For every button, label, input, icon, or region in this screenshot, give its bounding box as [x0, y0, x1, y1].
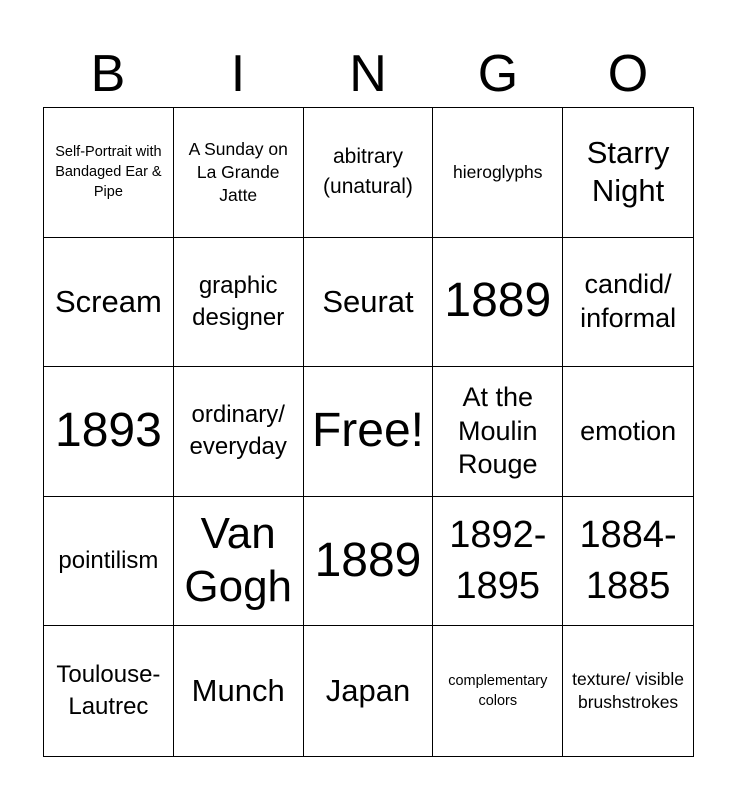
header-letter-i: I	[230, 45, 246, 103]
header-letter-g: G	[477, 45, 519, 103]
cell-text: 1893	[55, 404, 162, 458]
bingo-cell[interactable]	[304, 108, 434, 238]
bingo-cell[interactable]	[433, 626, 563, 756]
cell-text: At the Moulin Rouge	[458, 381, 538, 480]
header-letter-o: O	[607, 45, 649, 103]
bingo-cell[interactable]	[174, 108, 304, 238]
cell-text: 1884-1885	[579, 513, 677, 608]
bingo-cell[interactable]	[174, 626, 304, 756]
bingo-cell[interactable]	[563, 238, 693, 368]
bingo-cell[interactable]	[304, 238, 434, 368]
bingo-cell[interactable]	[174, 238, 304, 368]
cell-text: 1889	[444, 274, 552, 328]
cell-text: ordinary/ everyday	[189, 401, 287, 461]
cell-text: texture/ visible brushstrokes	[572, 669, 685, 713]
free-cell[interactable]	[304, 367, 434, 497]
bingo-cell[interactable]	[44, 626, 174, 756]
cell-text: Van Gogh	[184, 509, 293, 612]
bingo-cell[interactable]	[433, 238, 563, 368]
bingo-cell[interactable]	[44, 238, 174, 368]
cell-text: 1892-1895	[449, 513, 547, 608]
cell-text: Seurat	[322, 283, 414, 319]
bingo-cell[interactable]	[304, 626, 434, 756]
bingo-header	[43, 40, 693, 108]
bingo-cell[interactable]	[44, 497, 174, 627]
cell-text: candid/ informal	[580, 269, 677, 333]
bingo-grid	[43, 107, 694, 757]
bingo-cell[interactable]	[174, 497, 304, 627]
bingo-cell[interactable]	[304, 497, 434, 627]
cell-text: abitrary (unatural)	[323, 144, 413, 199]
bingo-cell[interactable]	[563, 497, 693, 627]
bingo-cell[interactable]	[563, 626, 693, 756]
bingo-cell[interactable]	[174, 367, 304, 497]
cell-text: 1889	[314, 533, 422, 587]
cell-text: Free!	[311, 404, 424, 458]
cell-text: graphic designer	[192, 271, 285, 331]
bingo-cell[interactable]	[433, 367, 563, 497]
bingo-cell[interactable]	[563, 367, 693, 497]
cell-text: Munch	[191, 672, 285, 708]
cell-text: Scream	[54, 283, 162, 319]
cell-text: pointilism	[58, 546, 159, 574]
header-letter-n: N	[349, 45, 387, 103]
bingo-cell[interactable]	[433, 497, 563, 627]
cell-text: A Sunday on La Grande Jatte	[188, 139, 288, 205]
bingo-cell[interactable]	[44, 367, 174, 497]
cell-text: Starry Night	[586, 134, 670, 209]
cell-text: Japan	[325, 672, 411, 708]
header-letter-b: B	[90, 45, 126, 103]
cell-text: Self-Portrait with Bandaged Ear & Pipe	[55, 144, 162, 201]
bingo-cell[interactable]	[563, 108, 693, 238]
cell-text: complementary colors	[448, 673, 548, 710]
cell-text: hieroglyphs	[453, 161, 543, 182]
cell-text: emotion	[580, 415, 677, 446]
bingo-cell[interactable]	[433, 108, 563, 238]
bingo-cell[interactable]	[44, 108, 174, 238]
cell-text: Toulouse-Lautrec	[56, 660, 161, 721]
